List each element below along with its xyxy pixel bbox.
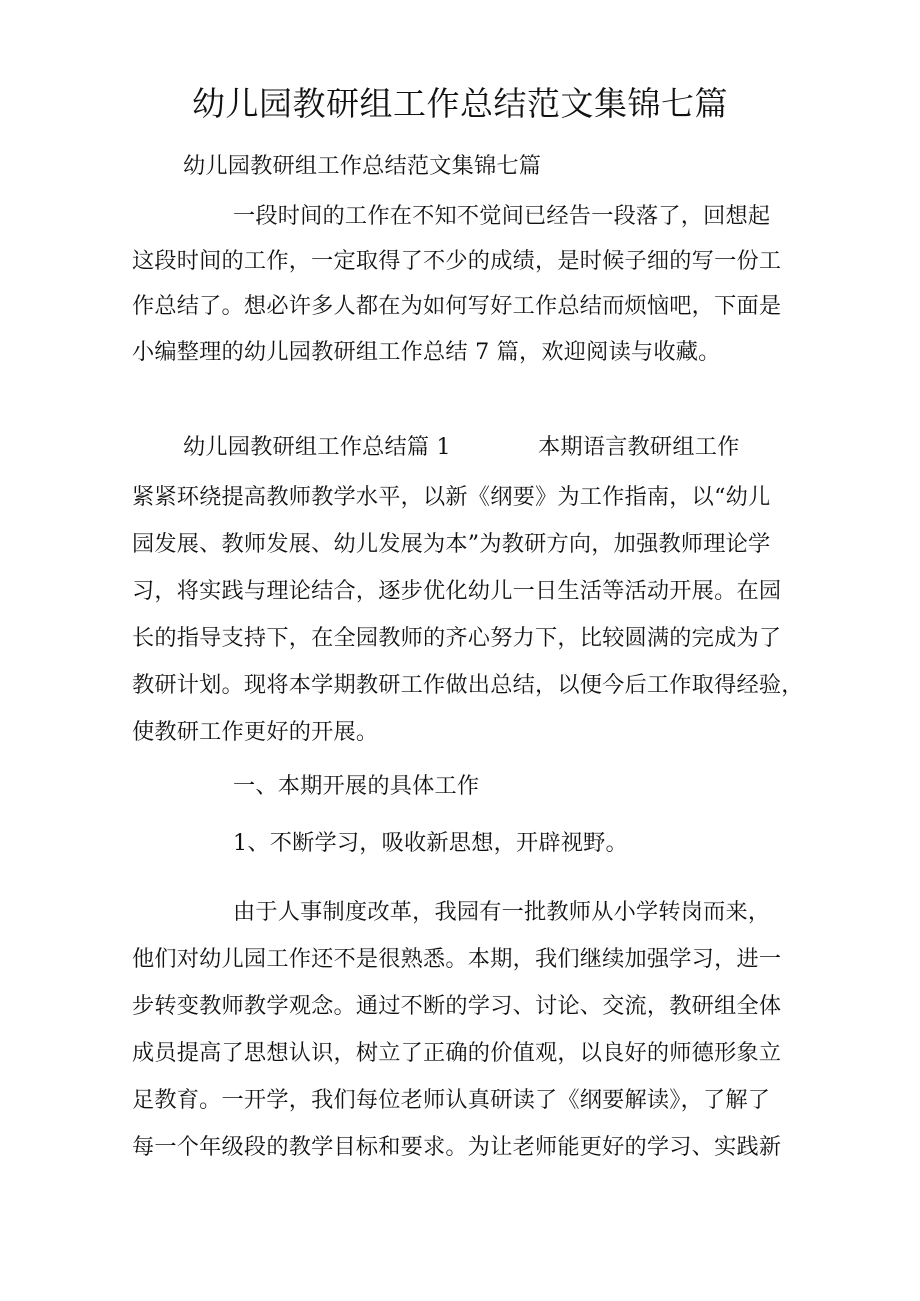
subtitle: 幼儿园教研组工作总结范文集锦七篇	[183, 153, 542, 179]
body-line: 长的指导支持下，在全园教师的齐心努力下，比较圆满的完成为了	[132, 625, 782, 651]
body-line: 步转变教师教学观念。通过不断的学习、讨论、交流，教研组全体	[132, 993, 782, 1019]
body-line: 习，将实践与理论结合，逐步优化幼儿一日生活等活动开展。在园	[132, 578, 782, 604]
body-line: 由于人事制度改革，我园有一批教师从小学转岗而来，	[233, 899, 771, 925]
intro-line: 一段时间的工作在不知不觉间已经告一段落了，回想起	[233, 203, 771, 229]
document-title: 幼儿园教研组工作总结范文集锦七篇	[192, 84, 728, 123]
subsection-heading: 1、不断学习，吸收新思想，开辟视野。	[233, 830, 628, 856]
body-line: 园发展、教师发展、幼儿发展为本”为教研方向，加强教师理论学	[132, 531, 771, 557]
chapter-heading: 幼儿园教研组工作总结篇 1	[183, 434, 451, 460]
body-line: 他们对幼儿园工作还不是很熟悉。本期，我们继续加强学习，进一	[132, 946, 782, 972]
body-line: 成员提高了思想认识，树立了正确的价值观，以良好的师德形象立	[132, 1040, 782, 1066]
intro-line: 小编整理的幼儿园教研组工作总结 7 篇，欢迎阅读与收藏。	[132, 339, 721, 365]
body-line: 每一个年级段的教学目标和要求。为让老师能更好的学习、实践新	[132, 1134, 782, 1160]
section-heading: 一、本期开展的具体工作	[233, 773, 480, 799]
intro-line: 作总结了。想必许多人都在为如何写好工作总结而烦恼吧，下面是	[132, 293, 782, 319]
chapter-heading-tail: 本期语言教研组工作	[538, 434, 740, 460]
body-line: 紧紧环绕提高教师教学水平，以新《纲要》为工作指南，以“幼儿	[132, 484, 771, 510]
body-line: 足教育。一开学，我们每位老师认真研读了《纲要解读》，了解了	[132, 1087, 771, 1113]
body-line: 使教研工作更好的开展。	[132, 719, 379, 745]
intro-line: 这段时间的工作，一定取得了不少的成绩，是时候子细的写一份工	[132, 248, 782, 274]
body-line: 教研计划。现将本学期教研工作做出总结，以便今后工作取得经验，	[132, 672, 804, 698]
